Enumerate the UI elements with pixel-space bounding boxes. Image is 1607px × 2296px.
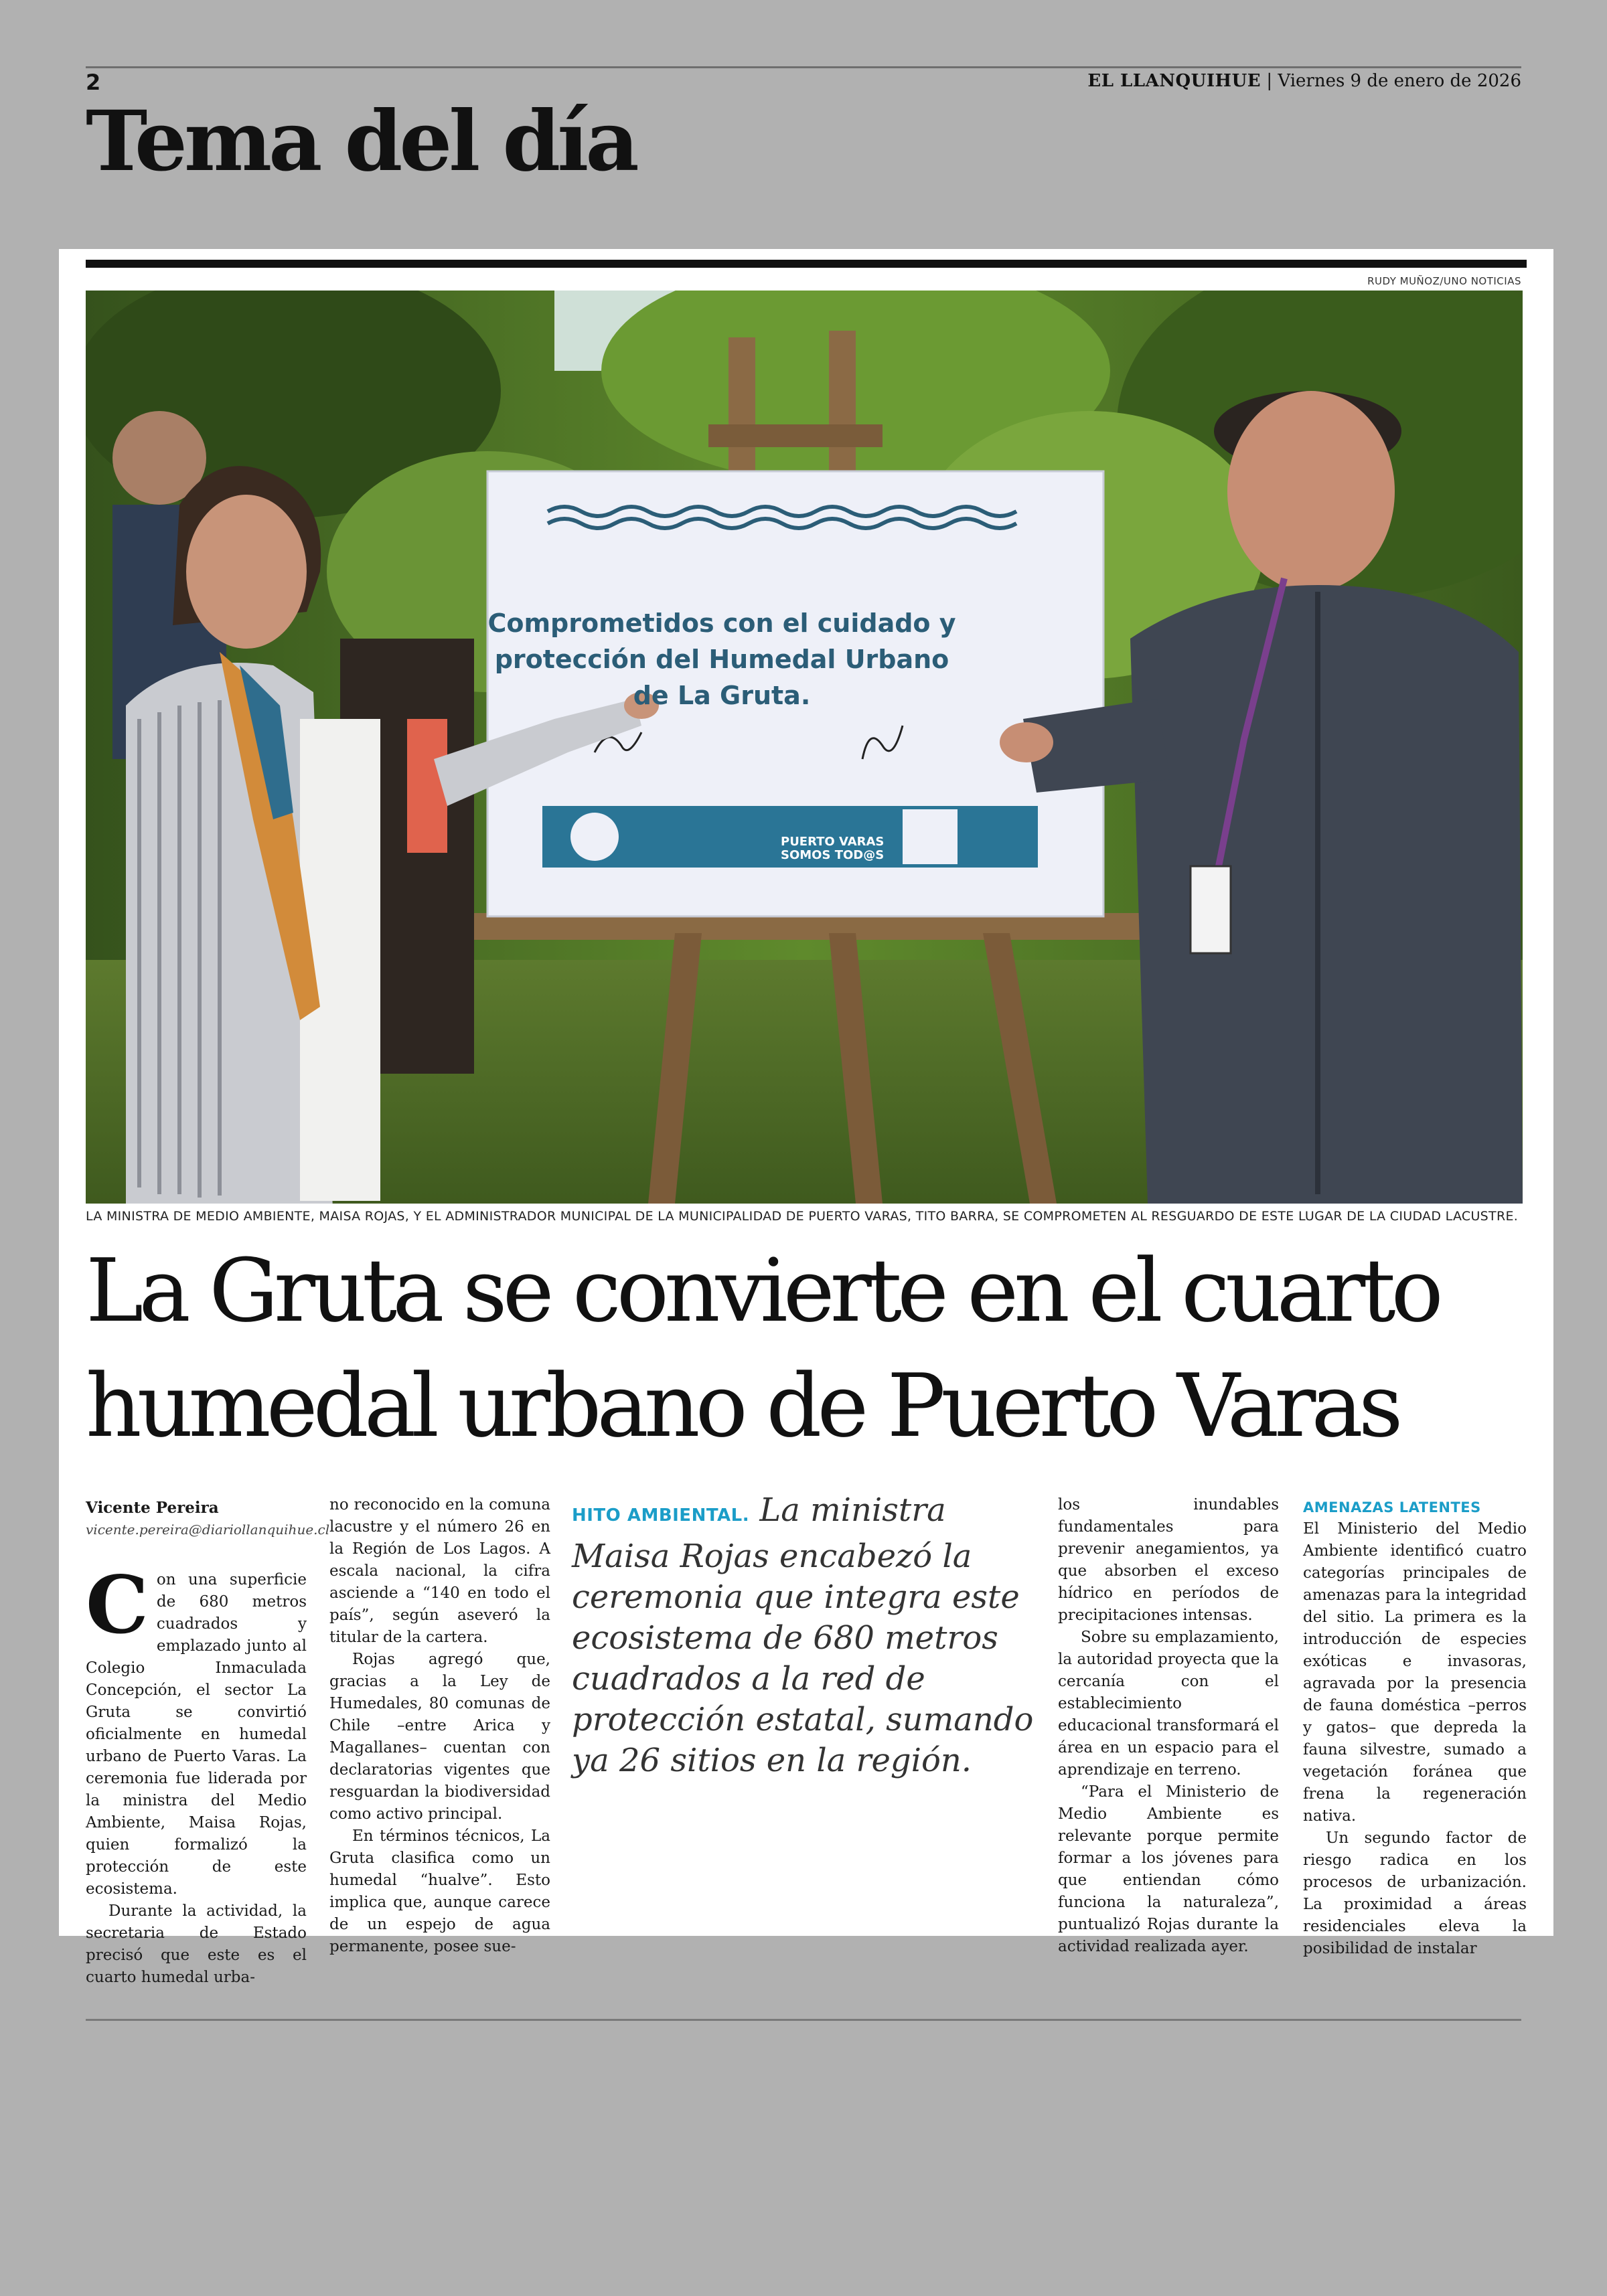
sign-logo-line-1: PUERTO VARAS	[781, 835, 885, 849]
top-rule	[86, 66, 1521, 68]
publication-name: EL LLANQUIHUE	[1087, 71, 1261, 91]
issue-date: | Viernes 9 de enero de 2026	[1266, 71, 1521, 91]
bottom-rule	[86, 2019, 1521, 2021]
article-panel	[59, 249, 1553, 1986]
photo-credit: RUDY MUÑOZ/UNO NOTICIAS	[1367, 275, 1521, 287]
paragraph: no reconocido en la comuna lacustre y el número 26 en la Región de Los Lagos. A escala nacional, la cifra asciende a “140 en todo el país”, según aseveró la titular de la cartera.	[329, 1496, 550, 1646]
paragraph: “Para el Ministerio de Medio Ambiente es relevante porque permite formar a los jóvenes para que entiendan cómo funciona la naturaleza”, puntualizó Rojas durante la actividad realizada ayer.	[1058, 1783, 1279, 1955]
pull-quote	[572, 1490, 1047, 1781]
photo-caption: LA MINISTRA DE MEDIO AMBIENTE, MAISA ROJAS, Y EL ADMINISTRADOR MUNICIPAL DE LA MUNICIPALIDAD DE PUERTO VARAS, TITO BARRA, SE COMPROMETEN AL RESGUARDO DE ESTE LUGAR DE LA CIUDAD LACUSTRE.	[86, 1209, 1519, 1224]
author-name: Vicente Pereira	[86, 1499, 219, 1517]
pull-quote-kicker: HITO AMBIENTAL.	[572, 1505, 750, 1526]
paragraph: Rojas agregó que, gracias a la Ley de Humedales, 80 comunas de Chile –entre Arica y Magallanes– cuentan con declaratorias vigentes que resguardan la biodiversidad como activo principal.	[329, 1651, 550, 1823]
lead-text: on una superficie de 680 metros cuadrados y emplazado junto al Colegio Inmaculada Concepción, el sector La Gruta se convirtió oficialmente en humedal urbano de Puerto Varas. La ceremonia fue liderada por la ministra del Medio Ambiente, Maisa Rojas, quien formalizó la protección de este ecosistema.	[86, 1571, 307, 1898]
pull-quote-text: La ministra Maisa Rojas encabezó la ceremonia que integra este ecosistema de 680 metros cuadrados a la red de protección estatal, sumando ya 26 sitios en la región.	[572, 1491, 1034, 1779]
paragraph: En términos técnicos, La Gruta clasifica como un humedal “hualve”. Esto implica que, aunque carece de un espejo de agua permanente, posee sue-	[329, 1827, 550, 1955]
paragraph: los inundables fundamentales para prevenir anegamientos, ya que absorben el exceso hídrico en períodos de precipitaciones intensas.	[1058, 1496, 1279, 1624]
sign-logo-line-2: SOMOS TOD@S	[781, 848, 885, 862]
article-column-5	[1303, 1498, 1527, 1960]
article-photo	[86, 291, 1523, 1204]
masthead	[1087, 71, 1521, 91]
article-column-2	[329, 1494, 550, 1958]
paragraph: El Ministerio del Medio Ambiente identificó cuatro categorías principales de amenazas para la integridad del sitio. La primera es la introducción de especies exóticas e invasoras, agravada por la presencia de fauna doméstica –perros y gatos– que depreda la fauna silvestre, sumado a vegetación foránea que frena la regeneración nativa.	[1303, 1520, 1527, 1825]
article-column-1	[86, 1498, 330, 1989]
section-title: Tema del día	[86, 93, 636, 190]
panel-rule	[86, 260, 1527, 268]
photo-illustration	[86, 291, 1523, 1204]
author-email: vicente.pereira@diariollanquihue.cl	[86, 1522, 330, 1538]
paragraph: Durante la actividad, la secretaria de Estado precisó que este es el cuarto humedal urba-	[86, 1902, 307, 1986]
lead-paragraph	[86, 1558, 307, 1900]
article-headline: La Gruta se convierte en el cuarto humedal urbano de Puerto Varas	[86, 1240, 1439, 1457]
drop-cap: C	[86, 1558, 149, 1651]
article-column-4	[1058, 1494, 1279, 1958]
sign-text: Comprometidos con el cuidado y protección del Humedal Urbano de La Gruta.	[487, 608, 956, 710]
page-number: 2	[86, 70, 101, 95]
sign-logo-text	[781, 835, 884, 862]
paragraph: Sobre su emplazamiento, la autoridad proyecta que la cercanía con el establecimiento educacional transformará el área en un espacio para el aprendizaje en terreno.	[1058, 1629, 1279, 1779]
paragraph: Un segundo factor de riesgo radica en los procesos de urbanización. La proximidad a áreas residenciales eleva la posibilidad de instalar	[1303, 1829, 1527, 1957]
subhead: AMENAZAS LATENTES	[1303, 1499, 1481, 1515]
